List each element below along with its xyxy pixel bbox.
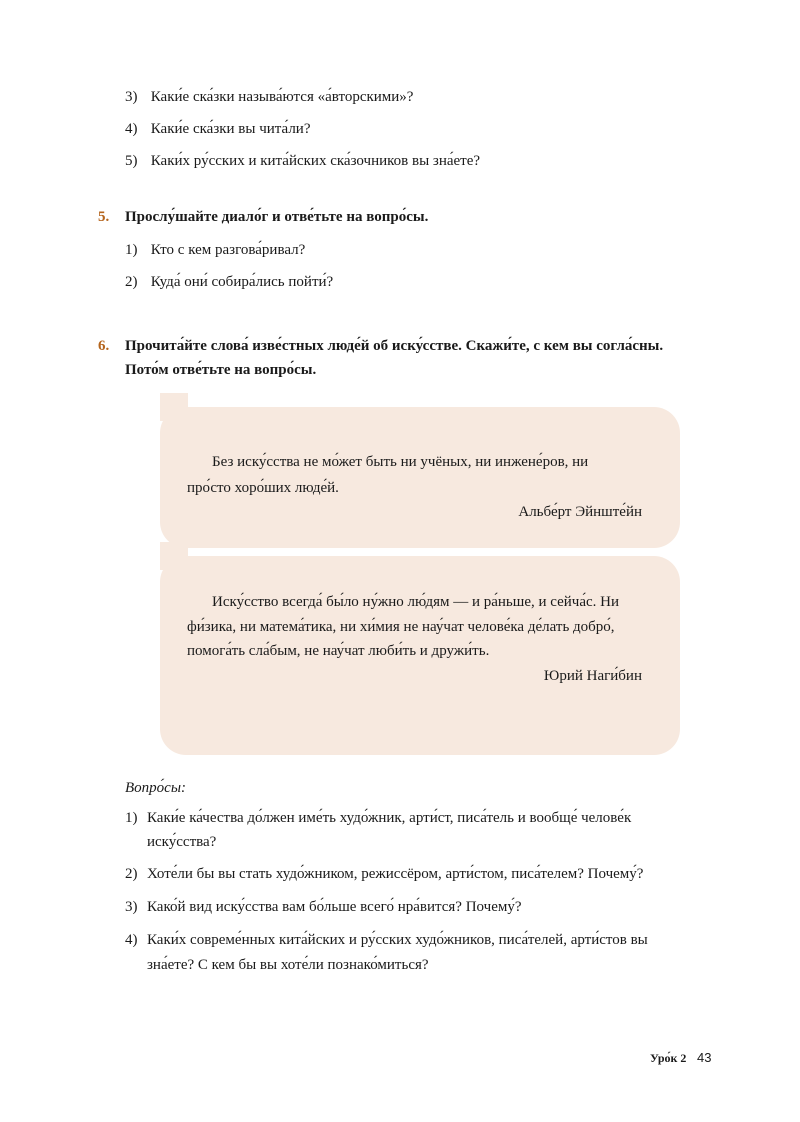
quote-line: Без иску́сства не мо́жет быть ни учёных, ни инжене́ров, ни (212, 454, 589, 470)
list-item: 5) Каки́х ру́сских и кита́йских ска́зочников вы зна́ете? (125, 153, 481, 169)
quote-bubble-einstein (160, 407, 680, 548)
lesson-label: Уро́к 2 (650, 1051, 687, 1065)
bubble-tail (160, 393, 188, 421)
questions-heading: Вопро́сы: (125, 780, 186, 796)
bubble-tail (160, 542, 188, 570)
list-item: 3) Каки́е ска́зки называ́ются «а́вторскими»? (125, 89, 414, 105)
quote-author: Юрий Наги́бин (543, 668, 642, 684)
quote-bubble-nagibin (160, 556, 680, 755)
quote-line: помога́ть сла́бым, не нау́чат люби́ть и дружи́ть. (187, 643, 490, 659)
list-item: 4) Каки́е ска́зки вы чита́ли? (125, 121, 311, 137)
list-item: 2) Куда́ они́ собира́лись пойти́? (125, 274, 334, 290)
quote-line: Иску́сство всегда́ бы́ло ну́жно лю́дям — и ра́ньше, и сейча́с. Ни (212, 594, 620, 610)
quote-line: фи́зика, ни матема́тика, ни хи́мия не нау́чат челове́ка де́лать добро́, (187, 619, 615, 635)
quote-author: Альбе́рт Эйнште́йн (518, 504, 642, 520)
quote-line: про́сто хоро́ших люде́й. (187, 480, 339, 496)
list-item: 1) Кто с кем разгова́ривал? (125, 242, 306, 258)
page-number: 43 (697, 1050, 712, 1065)
